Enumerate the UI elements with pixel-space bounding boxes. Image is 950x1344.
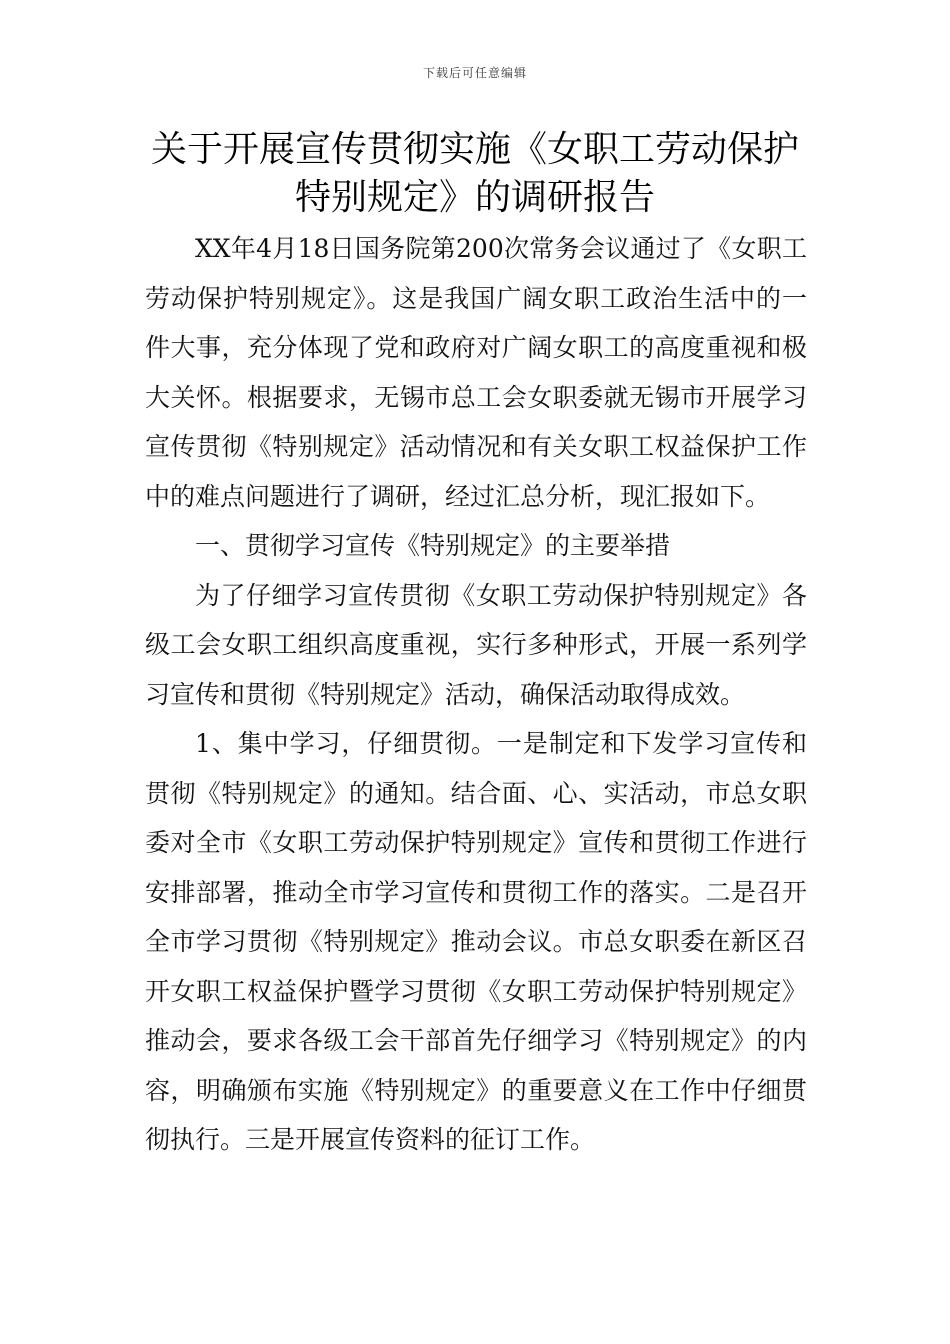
- paragraph-overview: 为了仔细学习宣传贯彻《女职工劳动保护特别规定》各级工会女职工组织高度重视，实行多种形式，开展一系列学习宣传和贯彻《特别规定》活动，确保活动取得成效。: [145, 580, 807, 709]
- paragraph-item-1: 1、集中学习，仔细贯彻。一是制定和下发学习宣传和贯彻《特别规定》的通知。结合面、心、实活动，市总女职委对全市《女职工劳动保护特别规定》宣传和贯彻工作进行安排部署，推动全市学习宣传和贯彻工作的落实。二是召开全市学习贯彻《特别规定》推动会议。市总女职委在新区召开女职工权益保护暨学习贯彻《女职工劳动保护特别规定》推动会，要求各级工会干部首先仔细学习《特别规定》的内容，明确颁布实施《特别规定》的重要意义在工作中仔细贯彻执行。三是开展宣传资料的征订工作。: [145, 729, 807, 1154]
- paragraph-intro: XX年4月18日国务院第200次常务会议通过了《女职工劳动保护特别规定》。这是我国广阔女职工政治生活中的一件大事，充分体现了党和政府对广阔女职工的高度重视和极大关怀。根据要求，无锡市总工会女职委就无锡市开展学习宣传贯彻《特别规定》活动情况和有关女职工权益保护工作中的难点问题进行了调研，经过汇总分析，现汇报如下。: [145, 234, 807, 511]
- section-heading: 一、贯彻学习宣传《特别规定》的主要举措: [195, 531, 671, 560]
- document-body: [145, 224, 807, 1165]
- document-title: 关于开展宣传贯彻实施《女职工劳动保护特别规定》的调研报告: [150, 129, 799, 218]
- header-note: 下载后可任意编辑: [422, 66, 527, 80]
